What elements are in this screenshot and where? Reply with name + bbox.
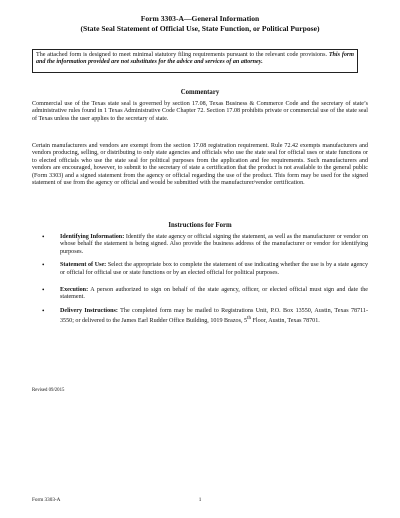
instruction-term: Execution: [60,287,89,294]
instruction-item-delivery [32,308,368,326]
form-title: Form 3303-A—General Information [140,14,260,23]
instruction-item-identifying [32,234,368,256]
instruction-item-statement-of-use [32,262,368,277]
disclaimer-emphasis: This form and the information provided are not substitutes for the advice and services of an attorney. [36,52,355,66]
instruction-text: A person authorized to sign on behalf of the state agency, officer, or elected official must sign and date the statement. [60,287,368,301]
commentary-paragraph-1: Commercial use of the Texas state seal is governed by section 17.08, Texas Business & Commerce Code and the secretary of state’s administrative rules found in 1 Texas Administrative Code Chapter 72. Section 17.08 prohibits private or commercial use of the state seal of Texas unless the user applies to the secretary of state. [32,101,368,122]
bullet-icon: • [42,306,45,315]
bullet-icon: • [42,261,45,270]
instruction-text: Identify the state agency or official signing the statement, as well as the manufacturer or vendor on whose behalf the statement is being signed. Also provide the business address of the manufacturer or vendor for identifying purposes. [60,234,368,255]
revision-date: Revised 09/2015 [32,388,65,393]
instruction-term: Delivery Instructions: [60,307,118,314]
instruction-text: Select the appropriate box to complete the statement of use indicating whether the use is by a state agency or official for official use or state functions or by an elected official for political purposes. [60,262,368,276]
instruction-term: Identifying Information: [60,234,125,240]
ordinal-suffix: th [247,315,252,322]
bullet-icon: • [42,286,45,295]
instruction-term: Statement of Use: [60,262,107,269]
instruction-text: The completed form may be mailed to Registrations Unit, P.O. Box 13550, Austin, Texas 78711-3550; or delivered to the James Earl Rudder Office Building, 1019 Brazos, 5 [60,307,368,325]
disclaimer-text: The attached form is designed to meet minimal statutory filing requirements pursuant to the relevant code provisions. [36,52,329,58]
instruction-text-continued: Floor, Austin, Texas 78701. [251,318,320,325]
instruction-item-execution [32,287,368,302]
instructions-list [32,234,368,332]
disclaimer-box [32,49,358,73]
footer-form-id: Form 3303-A [32,497,61,503]
commentary-paragraph-2: Certain manufacturers and vendors are exempt from the section 17.08 registration requirement. Rule 72.42 exempts manufacturers and vendors producing, selling, or distributing to only state agencies and officials who use the state seal for official uses or state functions or to elected officials who use the state seal for political purposes from the application and fee requirements. Such manufacturers and vendors are encouraged, however, to submit to the secretary of state a certification that the product is not available to the general public (Form 3303) and a signed statement from the agency or official regarding the use of the product. This form may be used for the signed statement of use from the agency or official and would be submitted with the manufacturer/vendor certification. [32,143,368,187]
form-subtitle: (State Seal Statement of Official Use, State Function, or Political Purpose) [80,24,320,33]
commentary-heading: Commentary [180,89,220,96]
bullet-icon: • [42,233,45,241]
instructions-heading: Instructions for Form [168,222,232,229]
footer-page-number: 1 [198,497,202,503]
